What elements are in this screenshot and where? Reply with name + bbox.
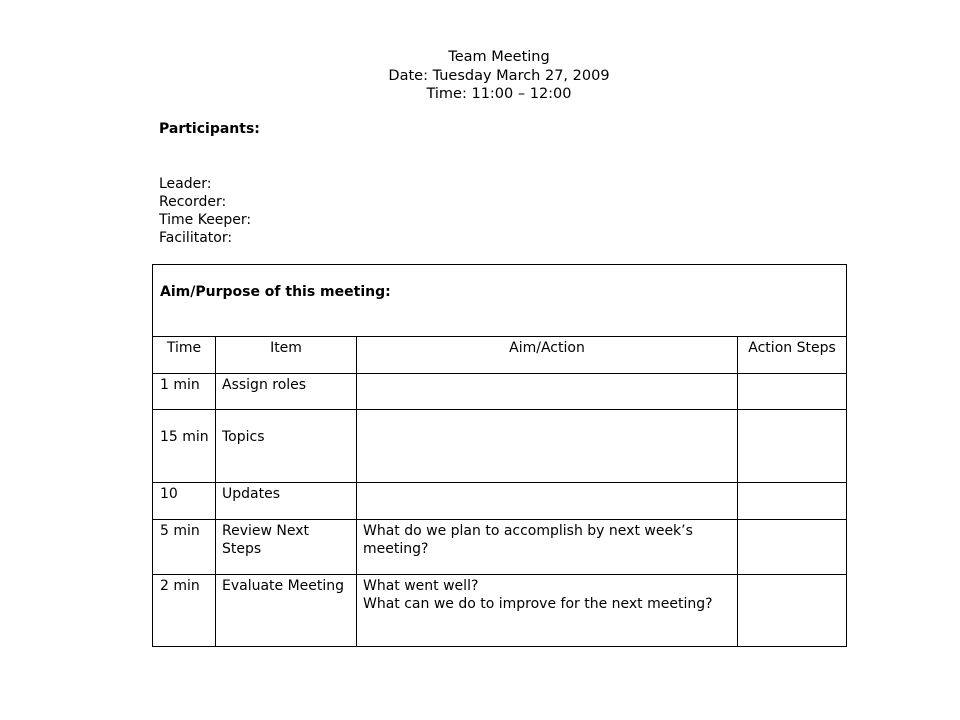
row-item: Evaluate Meeting: [216, 575, 357, 647]
row-action-steps: [738, 410, 847, 483]
document-title: Team Meeting: [448, 49, 550, 65]
column-header-time: Time: [153, 337, 216, 374]
table-row: [153, 410, 847, 483]
meeting-date: Date: Tuesday March 27, 2009: [388, 67, 610, 84]
row-time: 15 min: [153, 410, 216, 483]
table-row: [153, 520, 847, 575]
row-time: 1 min: [153, 374, 216, 410]
row-aim-action: [357, 410, 738, 483]
participants-label: Participants:: [159, 121, 260, 137]
agenda-table: [152, 264, 847, 647]
role-recorder: Recorder:: [159, 194, 227, 210]
column-header-aim-action: Aim/Action: [357, 337, 738, 374]
row-action-steps: [738, 520, 847, 575]
row-item: Assign roles: [216, 374, 357, 410]
table-row: [153, 575, 847, 647]
row-item: Topics: [216, 410, 357, 483]
row-aim-action: What do we plan to accomplish by next week’s meeting?: [357, 520, 738, 575]
row-aim-action: What went well? What can we do to improve for the next meeting?: [357, 575, 738, 647]
document-header: [0, 48, 960, 104]
row-item: Review Next Steps: [216, 520, 357, 575]
row-time: 2 min: [153, 575, 216, 647]
roles-list: [159, 175, 251, 247]
aim-row: [153, 265, 847, 337]
column-header-item: Item: [216, 337, 357, 374]
meeting-time: Time: 11:00 – 12:00: [426, 86, 572, 102]
row-time: 10: [153, 483, 216, 520]
role-leader: Leader:: [159, 176, 212, 192]
row-time: 5 min: [153, 520, 216, 575]
table-header-row: [153, 337, 847, 374]
column-header-action-steps: Action Steps: [738, 337, 847, 374]
table-row: [153, 374, 847, 410]
role-facilitator: Facilitator:: [159, 230, 233, 246]
row-action-steps: [738, 374, 847, 410]
row-aim-action: [357, 374, 738, 410]
role-time-keeper: Time Keeper:: [159, 212, 252, 228]
aim-purpose-label: Aim/Purpose of this meeting:: [153, 265, 847, 337]
table-row: [153, 483, 847, 520]
row-action-steps: [738, 575, 847, 647]
row-action-steps: [738, 483, 847, 520]
row-item: Updates: [216, 483, 357, 520]
row-aim-action: [357, 483, 738, 520]
